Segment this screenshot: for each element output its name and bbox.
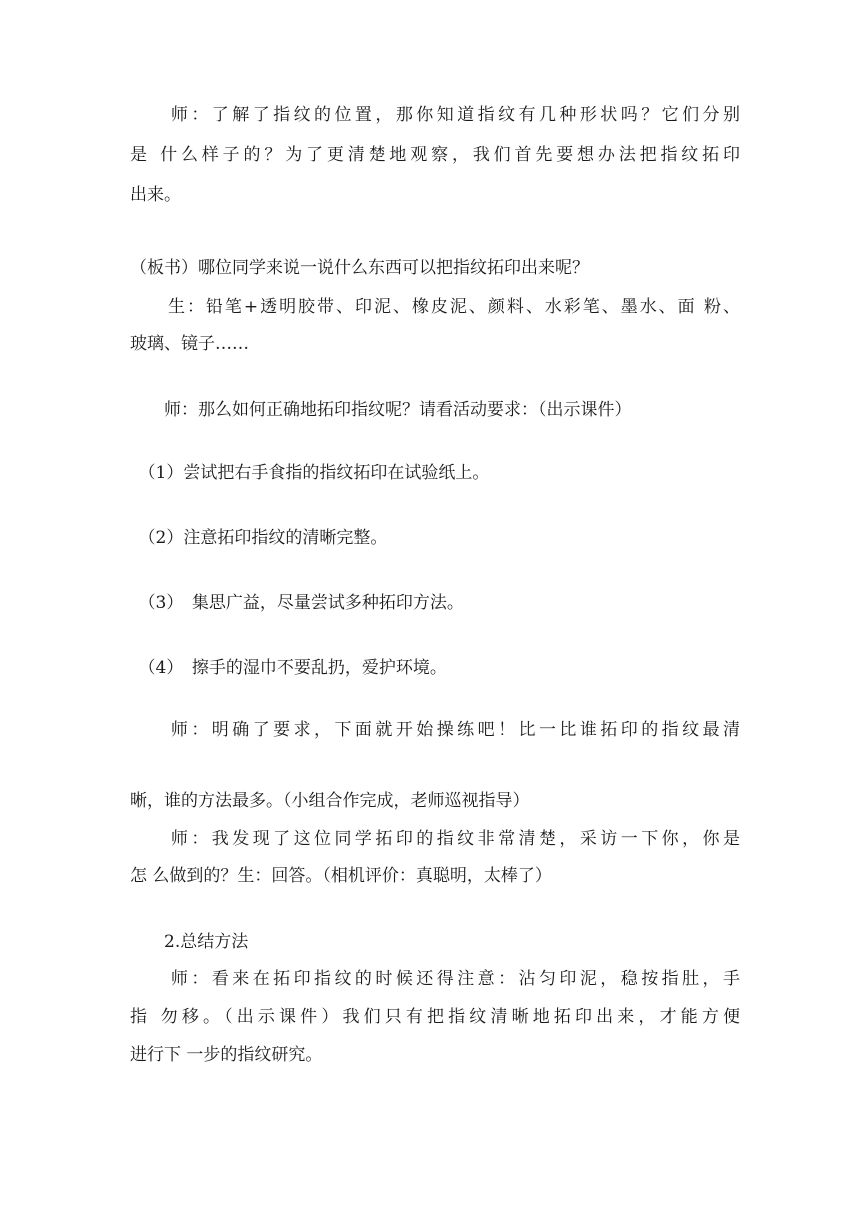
paragraph-line: 师：看来在拓印指纹的时候还得注意：沾匀印泥，稳按指肚，手 [130,969,740,989]
paragraph-line: 进行下 一步的指纹研究。 [130,1045,323,1065]
list-item: （1）尝试把右手食指的指纹拓印在试验纸上。 [130,463,490,483]
paragraph-line: 怎 么做到的？生：回答。（相机评价：真聪明，太棒了） [130,866,552,886]
paragraph-line: 师：明确了要求，下面就开始操练吧！比一比谁拓印的指纹最清 [130,720,740,740]
paragraph-line: 指 勿移。（出示课件）我们只有把指纹清晰地拓印出来，才能方便 [130,1007,740,1027]
paragraph-line: 玻璃、镜子…… [130,334,249,354]
paragraph-line: 是 什么样子的？为了更清楚地观察，我们首先要想办法把指纹拓印 [130,145,740,165]
paragraph-line: 生：铅笔+透明胶带、印泥、橡皮泥、颜料、水彩笔、墨水、面 粉、 [130,297,740,317]
paragraph-line: （板书）哪位同学来说一说什么东西可以把指纹拓印出来呢？ [130,258,589,278]
list-item: （4） 擦手的湿巾不要乱扔，爱护环境。 [130,658,447,678]
section-heading: 2.总结方法 [130,932,249,952]
list-item: （3） 集思广益，尽量尝试多种拓印方法。 [130,593,464,613]
paragraph-line: 师：了解了指纹的位置，那你知道指纹有几种形状吗？它们分别 [130,105,740,125]
paragraph-line: 师：那么如何正确地拓印指纹呢？请看活动要求：（出示课件） [130,400,632,420]
list-item: （2）注意拓印指纹的清晰完整。 [130,528,388,548]
paragraph-line: 出来。 [130,185,181,205]
paragraph-line: 师：我发现了这位同学拓印的指纹非常清楚，采访一下你，你是 [130,829,740,849]
paragraph-line: 晰，谁的方法最多。（小组合作完成，老师巡视指导） [130,791,530,811]
